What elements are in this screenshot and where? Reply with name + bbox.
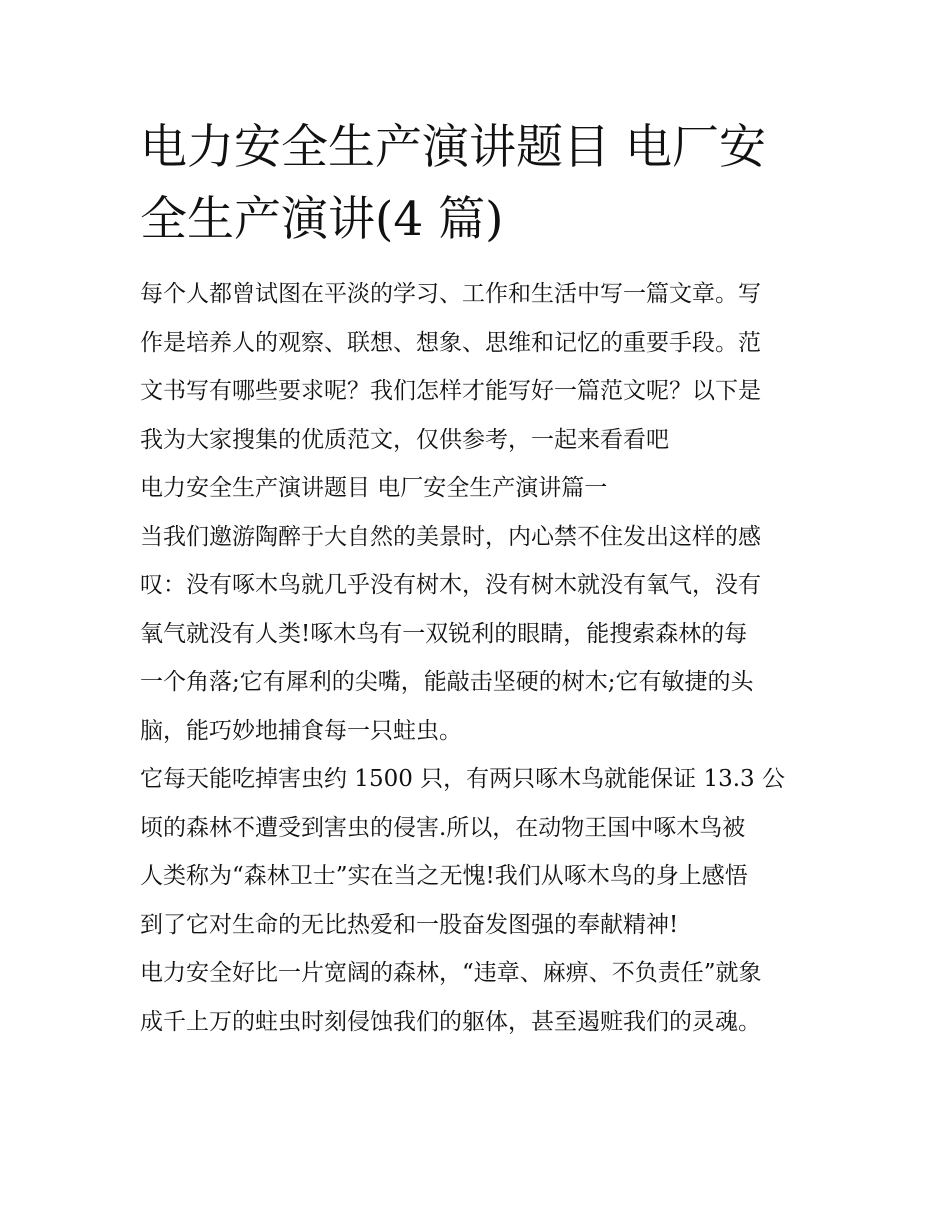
document-page (140, 112, 820, 1046)
body-line: 它每天能吃掉害虫约 1500 只，有两只啄木鸟就能保证 13.3 公 (140, 766, 785, 792)
title-line: 全生产演讲(4 篇) (140, 192, 504, 247)
document-title (140, 112, 820, 256)
body-line: 氧气就没有人类!啄木鸟有一双锐利的眼睛，能搜索森林的每 (140, 620, 748, 647)
body-line: 我为大家搜集的优质范文，仅供参考，一起来看看吧 (140, 426, 669, 453)
body-line: 文书写有哪些要求呢？我们怎样才能写好一篇范文呢？以下是 (140, 378, 761, 404)
body-line: 当我们邀游陶醉于大自然的美景时，内心禁不住发出这样的感 (140, 523, 761, 550)
body-line: 作是培养人的观察、联想、想象、思维和记忆的重要手段。范 (140, 329, 761, 356)
body-line: 叹：没有啄木鸟就几乎没有树木，没有树木就没有氧气，没有 (140, 572, 761, 598)
body-line: 脑，能巧妙地捕食每一只蛀虫。 (140, 717, 462, 744)
body-line: 人类称为“森林卫士”实在当之无愧!我们从啄木鸟的身上感悟 (140, 863, 748, 889)
body-line: 顷的森林不遭受到害虫的侵害.所以，在动物王国中啄木鸟被 (140, 814, 746, 841)
document-body (140, 270, 820, 1046)
body-line: 到了它对生命的无比热爱和一股奋发图强的奉献精神! (140, 911, 679, 938)
body-line: 一个角落;它有犀利的尖嘴，能敲击坚硬的树木;它有敏捷的头 (140, 669, 754, 695)
section-heading: 电力安全生产演讲题目 电厂安全生产演讲篇一 (140, 475, 608, 501)
body-line: 每个人都曾试图在平淡的学习、工作和生活中写一篇文章。写 (140, 281, 761, 307)
body-line: 电力安全好比一片宽阔的森林，“违章、麻痹、不负责任”就象 (140, 960, 762, 986)
body-line: 成千上万的蛀虫时刻侵蚀我们的躯体，甚至遏赃我们的灵魂。 (140, 1008, 761, 1035)
title-line: 电力安全生产演讲题目 电厂安 (140, 120, 766, 175)
